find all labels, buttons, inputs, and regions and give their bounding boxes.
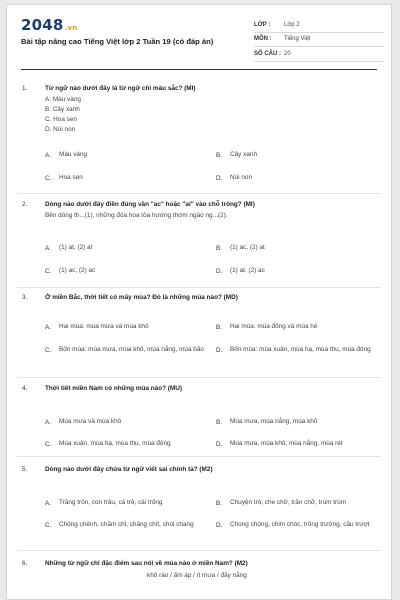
question-text: Dòng nào dưới đây điền đúng vần "ac" hoặc "ai" vào chỗ trống? (MI) <box>45 201 255 208</box>
question-divider <box>17 287 381 288</box>
question-number: 1. <box>22 85 28 92</box>
answer-option-c[interactable]: C. Mùa xuân, mùa hạ, mùa thu, mùa đông <box>45 440 171 448</box>
question-number: 4. <box>22 385 28 392</box>
question-number: 6. <box>22 560 28 567</box>
question-2 <box>17 201 381 281</box>
answer-option-b[interactable]: B. Chuyện trò, che chở, trăn chở, trùm trùm <box>216 499 346 507</box>
answer-option-a[interactable]: A. Màu vàng <box>45 151 88 159</box>
answer-option-a[interactable]: A. Hai mùa: mùa mưa và mùa khô <box>45 323 149 331</box>
question-text: Những từ ngữ chỉ đặc điểm sau nói về mùa nào ở miền Nam? (M2) <box>45 560 248 567</box>
question-line: A. Màu vàng <box>45 96 81 103</box>
question-line: khô ráo / ấm áp / ít mưa / đầy nắng <box>147 572 247 579</box>
answer-option-d[interactable]: D. Núi non <box>216 174 253 182</box>
question-divider <box>17 456 381 457</box>
answer-option-d[interactable]: D. (1) at, (2) ac <box>216 267 265 275</box>
meta-row-class: LỚP : Lớp 2 <box>254 18 384 33</box>
question-6 <box>17 560 381 590</box>
question-4 <box>17 385 381 455</box>
answer-option-d[interactable]: D. Chong chóng, chim chóc, trống trường, cầu trượt <box>216 521 370 529</box>
answer-option-c[interactable]: C. Chông chênh, chăm chỉ, chăng chít, chói chang <box>45 521 194 529</box>
meta-row-count: SỐ CÂU : 20 <box>254 47 384 62</box>
site-logo[interactable]: 2048.vn <box>21 16 78 34</box>
question-3 <box>17 294 381 374</box>
question-text: Từ ngữ nào dưới đây là từ ngữ chỉ màu sắc? (MI) <box>45 85 196 92</box>
document-title: Bài tập nâng cao Tiếng Việt lớp 2 Tuần 19 (có đáp án) <box>21 37 214 46</box>
worksheet-page <box>6 4 392 600</box>
answer-option-b[interactable]: B. (1) ac, (2) at <box>216 244 265 252</box>
answer-option-b[interactable]: B. Mùa mưa, mùa nắng, mùa khô <box>216 418 318 426</box>
answer-option-a[interactable]: A. Trăng tròn, con trâu, cá trê, cái trống <box>45 499 163 507</box>
question-text: Thời tiết miền Nam có những mùa nào? (MU) <box>45 385 182 392</box>
answer-option-a[interactable]: A. Mùa mưa và mùa khô <box>45 418 122 426</box>
answer-option-b[interactable]: B. Cây xanh <box>216 151 257 159</box>
answer-option-c[interactable]: C. Hoa sen <box>45 174 83 182</box>
header-divider <box>21 69 377 70</box>
answer-option-d[interactable]: D. Bốn mùa: mùa xuân, mùa hạ, mùa thu, mùa đông <box>216 346 371 354</box>
question-line: B. Cây xanh <box>45 106 80 113</box>
question-5 <box>17 466 381 546</box>
question-line: D. Núi non <box>45 126 76 133</box>
answer-option-c[interactable]: C. Bốn mùa: mùa mưa, mùa khô, mùa nắng, mùa bão <box>45 346 204 354</box>
question-divider <box>17 377 381 378</box>
meta-table <box>254 18 384 62</box>
question-number: 5. <box>22 466 28 473</box>
question-divider <box>17 550 381 551</box>
question-number: 2. <box>22 201 28 208</box>
question-line: Bên dòng th...(1), những đóa hoa tỏa hương thơm ngào ng...(2). <box>45 212 228 219</box>
answer-option-b[interactable]: B. Hai mùa: mùa đông và mùa hè <box>216 323 318 331</box>
answer-option-d[interactable]: D. Mùa mưa, mùa khô, mùa nắng, mùa rét <box>216 440 343 448</box>
answer-option-c[interactable]: C. (1) ac, (2) ac <box>45 267 96 275</box>
answer-option-a[interactable]: A. (1) at, (2) at <box>45 244 93 252</box>
question-1 <box>17 85 381 190</box>
question-text: Ở miền Bắc, thời tiết có mấy mùa? Đó là những mùa nào? (MD) <box>45 294 238 301</box>
meta-row-subject: MÔN : Tiếng Việt <box>254 33 384 48</box>
question-line: C. Hoa sen <box>45 116 77 123</box>
question-number: 3. <box>22 294 28 301</box>
question-divider <box>17 193 381 194</box>
question-text: Dòng nào dưới đây chứa từ ngữ viết sai chính tả? (M2) <box>45 466 213 473</box>
